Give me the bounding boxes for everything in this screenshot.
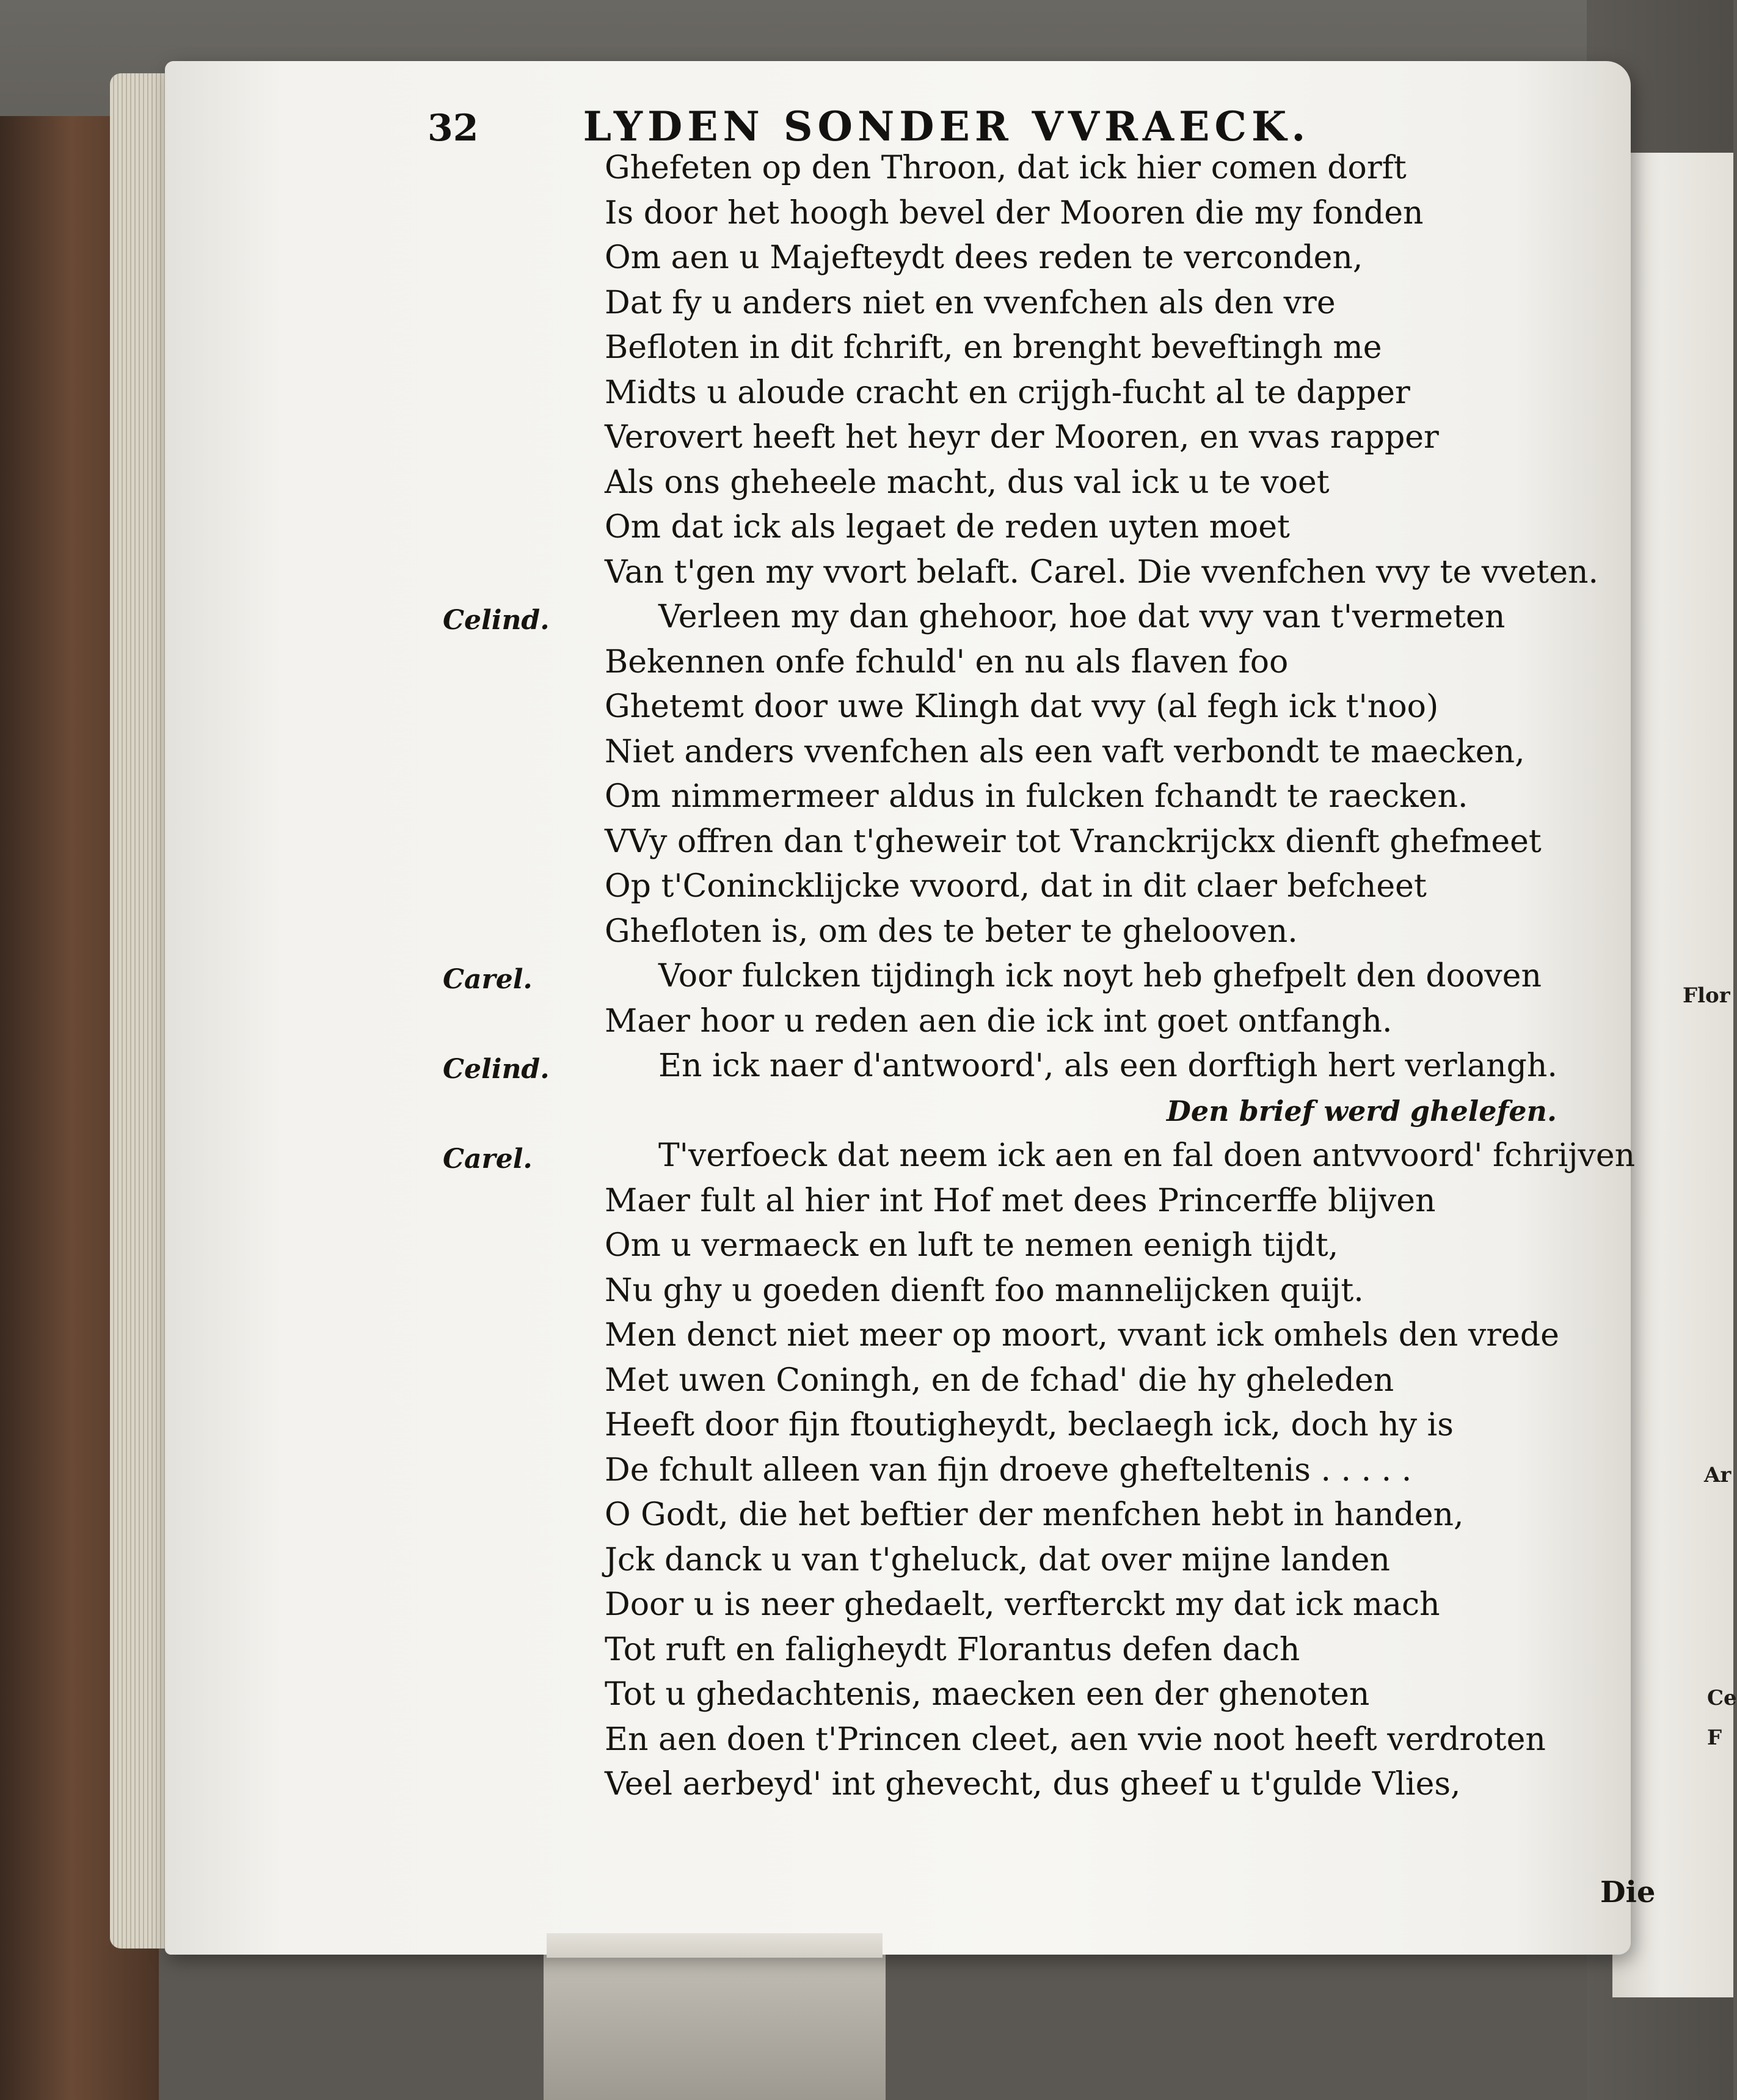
verse-line: Heeft door fijn ftoutigheydt, beclaegh ick, doch hy is [605, 1407, 1454, 1443]
speaker-label: Carel. [443, 1143, 533, 1175]
verse-line: Befloten in dit fchrift, en brenght beveftingh me [605, 329, 1382, 366]
verse-line: Is door het hoogh bevel der Mooren die my fonden [605, 194, 1424, 232]
speaker-label: Celind. [443, 605, 550, 636]
verse-line: Op t'Coninckliјcke vvoord, dat in dit claer befcheet [605, 868, 1427, 905]
facing-page-fragment: F [1707, 1726, 1722, 1750]
verse-line: Verovert heeft het heyr der Mooren, en vvas rapper [605, 419, 1439, 456]
verse-line: Om nimmermeer aldus in fulcken fchandt te raecken. [605, 778, 1468, 815]
verse-line: En aen doen t'Princen cleet, aen vvie noot heeft verdroten [605, 1721, 1546, 1758]
verse-line: Tot ruft en faligheydt Florantus defen dach [605, 1631, 1300, 1668]
facing-page-fragment: Ce [1707, 1686, 1737, 1710]
facing-page-fragment: Flor [1683, 983, 1730, 1008]
verse-line: Maer hoor u reden aen die ick int goet ontfangh. [605, 1002, 1393, 1040]
speaker-label: Carel. [443, 964, 533, 995]
verse-line: Men denct niet meer op moort, vvant ick omhels den vrede [605, 1317, 1559, 1354]
verse-line: Verleen my dan ghehoor, hoe dat vvy van t'vermeten [658, 599, 1506, 635]
verse-line: Nu ghy u goeden dienft foo mannelijcken quijt. [605, 1272, 1364, 1309]
verse-line: Tot u ghedachtenis, maecken een der ghenoten [605, 1676, 1370, 1713]
verse-line: VVy offren dan t'gheweir tot Vranckrijckx dienft ghefmeet [605, 823, 1542, 860]
verse-line: Om u vermaeck en luft te nemen eenigh tijdt, [605, 1227, 1339, 1264]
verse-line: Maer fult al hier int Hof met dees Princerffe blijven [605, 1182, 1436, 1219]
verse-line: Voor fulcken tijdingh ick noyt heb ghefpelt den dooven [658, 958, 1542, 994]
verse-line: De fchult alleen van fijn droeve ghefteltenis . . . . . [605, 1451, 1412, 1489]
verse-line: Ghetemt door uwe Klingh dat vvy (al fegh ick t'noo) [605, 688, 1439, 725]
verse-line: Bekennen onfe fchuld' en nu als flaven foo [605, 643, 1289, 680]
verse-line: Met uwen Coningh, en de fchad' die hy gheleden [605, 1362, 1394, 1399]
catchword: Die [1600, 1875, 1656, 1909]
verse-line: O Godt, die het beftier der menfchen hebt in handen, [605, 1497, 1464, 1533]
running-header: LYDEN SONDER VVRAECK. [583, 103, 1311, 150]
verse-line: Jck danck u van t'gheluck, dat over mijne landen [605, 1541, 1391, 1578]
verse-line: Om dat ick als legaet de reden uyten moet [605, 509, 1290, 545]
stage-direction: Den brief werd ghelefen. [1167, 1094, 1557, 1128]
verse-line: Midts u aloude cracht en crijgh-fucht al te dapper [605, 374, 1410, 411]
verse-line: En ick naer d'antwoord', als een dorftigh hert verlangh. [658, 1048, 1557, 1084]
page-number: 32 [428, 107, 479, 150]
verse-line: Niet anders vvenfchen als een vaft verbondt te maecken, [605, 733, 1525, 770]
facing-page-fragment: Ar [1704, 1463, 1732, 1487]
verse-line: Om aen u Majefteydt dees reden te verconden, [605, 239, 1363, 276]
verse-line: Als ons gheheele macht, dus val ick u te voet [605, 464, 1330, 501]
verse-line: Ghefloten is, om des te beter te ghelooven. [605, 913, 1298, 950]
verse-line: Dat fy u anders niet en vvenfchen als den vre [605, 284, 1336, 321]
verse-line: T'verfoeck dat neem ick aen en fal doen antvvoord' fchrijven [658, 1137, 1636, 1174]
verse-line: Van t'gen my vvort belaft. Carel. Die vvenfchen vvy te vveten. [605, 553, 1599, 591]
verse-line: Door u is neer ghedaelt, verfterckt my dat ick mach [605, 1586, 1440, 1623]
verse-line: Ghefeten op den Throon, dat ick hier comen dorft [605, 150, 1407, 186]
verse-line: Veel aerbeyd' int ghevecht, dus gheef u t'gulde Vlies, [605, 1766, 1461, 1803]
speaker-label: Celind. [443, 1054, 550, 1085]
